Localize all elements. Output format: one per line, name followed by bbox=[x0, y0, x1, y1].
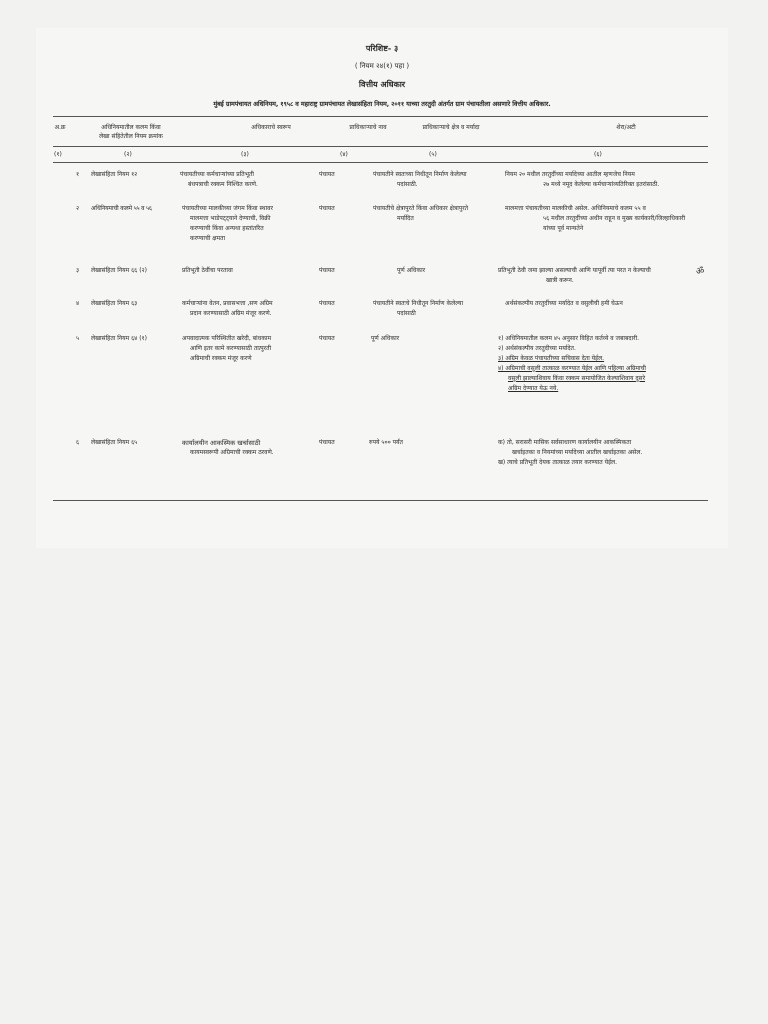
col-header-serial: अ.क्र bbox=[54, 124, 66, 131]
row-nature: अपवादात्मक परिस्थितीत खरेदी, बांधकाम आणि इतर कामे करण्यासाठी तात्पुरती अग्रिमाची रक्कम मंजूर करणे bbox=[182, 335, 272, 362]
row-authority: पंचायत bbox=[319, 267, 335, 274]
col-header-limit: प्राधिकाऱ्याचे क्षेत्र व मर्यादा bbox=[422, 124, 480, 131]
row-limit: पूर्ण अधिकार bbox=[397, 267, 426, 274]
row-section: लेखासंहिता नियम ६४ (१) bbox=[91, 335, 148, 342]
col-number: (३) bbox=[241, 151, 249, 158]
col-header-section: अधिनियमातील कलम किंवा लेखा संहितेतील नियम क्रमांक bbox=[99, 124, 163, 140]
row-remarks: मालमत्ता पंचायतीच्या मालकीची असेल. अधिनियमाचे कलम ५५ व ५६ मधील तरतुदींच्या अधीन राहून व मुख्य कार्यकारी/जिल्हाधिकारी यांच्या पूर्व मान्यतेने bbox=[505, 205, 686, 232]
row-section: अधिनियमाची कलमे ५५ व ५६ bbox=[91, 205, 152, 212]
appendix-title: परिशिष्ट- ३ bbox=[365, 44, 399, 53]
row-section: लेखासंहिता नियम ६६ (२) bbox=[91, 267, 148, 274]
document-page bbox=[36, 28, 728, 548]
row-serial: ६ bbox=[76, 439, 80, 446]
row-serial: ३ bbox=[76, 267, 80, 274]
col-header-remarks: शेरा/अटी bbox=[616, 124, 636, 131]
header-rule bbox=[53, 146, 708, 147]
row-nature: प्रतिभूती ठेवींचा परतावा bbox=[182, 267, 233, 274]
row-serial: ५ bbox=[76, 335, 80, 342]
row-remarks: १) अधिनियमातील कलम ४५ अनुसार विहित कर्तव्ये व जबाबदारी. २) अर्थसंकल्पीय तरतुदीच्या मर्यादेत. ३) अग्रिम केवळ पंचायतीच्या सचिवास देता येईल. ४) अग्रिमाची वसुली तात्काळ करण्यात येईल आणि पहिल्या अग्रिमाची वसुली झाल्याशिवाय किंवा रक्कम समायोजित केल्याशिवाय दुसरे अग्रिम देण्यात येऊ नये. bbox=[498, 335, 646, 392]
row-nature: कर्मचाऱ्यांना वेतन, प्रवासभत्ता ,सण अग्रिम प्रदान करण्यासाठी अग्रिम मंजूर करणे. bbox=[182, 300, 273, 317]
row-section: लेखासंहिता नियम ६३ bbox=[91, 300, 138, 307]
row-serial: २ bbox=[76, 205, 80, 212]
row-authority: पंचायत bbox=[319, 335, 335, 342]
row-section: लेखासंहिता नियम १२ bbox=[91, 171, 138, 178]
margin-mark: ॐ bbox=[696, 267, 705, 277]
row-limit: पंचायतीने स्वतःच्या निधीतून निर्माण केलेल्या पदांसाठी. bbox=[373, 171, 467, 188]
row-section: लेखासंहिता नियम ६५ bbox=[91, 439, 138, 446]
row-authority: पंचायत bbox=[319, 205, 335, 212]
table-top-rule bbox=[53, 116, 708, 117]
col-number: (२) bbox=[124, 151, 132, 158]
row-remarks: प्रतिभूती ठेवी जमा झाल्या असल्याची आणि यापूर्वी त्या परत न केल्याची खात्री करून. bbox=[498, 267, 651, 284]
row-limit: पूर्ण अधिकार bbox=[371, 335, 400, 342]
row-remarks: क) तो, सरासरी मासिक सर्वसाधारण कार्यालयीन आकस्मिकता खर्चाइतका व नियमांच्या मर्यादेच्या आतील खर्चाइतका असेल. ख) त्याचे प्रतिभूती देयक तात्काळ तयार करण्यात येईल. bbox=[498, 439, 643, 466]
row-nature: पंचायतीच्या मालकीच्या जंगम किंवा स्थावर मालमत्ता भाडेपट्ट्याने देण्याची, विक्री करण्याची किंवा अन्यथा हस्तांतरित करण्याची क्षमता bbox=[182, 205, 273, 242]
row-authority: पंचायत bbox=[319, 300, 335, 307]
row-authority: पंचायत bbox=[319, 171, 335, 178]
document-description: मुंबई ग्रामपंचायत अधिनियम, १९५८ व महाराष्ट्र ग्रामपंचायत लेखासंहिता नियम, २०११ याच्या तरतुदी अंतर्गत ग्राम पंचायतीला असणारे वित्तीय अधिकार. bbox=[213, 100, 551, 108]
row-serial: १ bbox=[76, 171, 80, 178]
col-number: (१) bbox=[54, 151, 62, 158]
row-limit: पंचायतीने स्वतःचे निधीतून निर्माण केलेल्या पदांसाठी bbox=[373, 300, 463, 317]
col-number: (४) bbox=[340, 151, 348, 158]
row-serial: ४ bbox=[76, 300, 80, 307]
table-bottom-rule bbox=[53, 500, 708, 501]
col-header-authority: प्राधिकाऱ्याचे नाव bbox=[349, 124, 387, 131]
section-heading: वित्तीय अधिकार bbox=[358, 80, 406, 89]
row-limit: रुपये ५०० पर्यंत bbox=[369, 439, 403, 446]
rule-reference: ( नियम २४(१) पहा ) bbox=[354, 62, 410, 70]
row-remarks: अर्थसंकल्पीय तरतुदींच्या मर्यादेत व वसुलीची हमी घेऊन bbox=[505, 300, 623, 307]
col-number: (५) bbox=[429, 151, 437, 158]
row-limit: पंचायतीचे क्षेत्रापुरते किंवा अधिकार क्षेत्रापुरते मर्यादित bbox=[373, 205, 469, 222]
numbers-rule bbox=[53, 162, 708, 163]
row-remarks: नियम २० मधील तरतुदींच्या मर्यादेच्या आतील म्हणजेच नियम २७ मध्ये नमूद केलेल्या कर्मचाऱ्यांव्यतिरिक्त इतरांसाठी. bbox=[505, 171, 660, 188]
col-number: (६) bbox=[594, 151, 602, 158]
col-header-nature: अधिकाराचे स्वरूप bbox=[251, 124, 291, 131]
row-nature: कार्यालयीन आकस्मिक खर्चासाठी कायमस्वरूपी अग्रिमाची रक्कम ठरवणे. bbox=[182, 439, 274, 456]
row-authority: पंचायत bbox=[319, 439, 335, 446]
row-nature: पंचायतीच्या कर्मचाऱ्यांच्या प्रतिभूती बंधपत्राची रक्कम निश्चित करणे. bbox=[180, 171, 258, 188]
